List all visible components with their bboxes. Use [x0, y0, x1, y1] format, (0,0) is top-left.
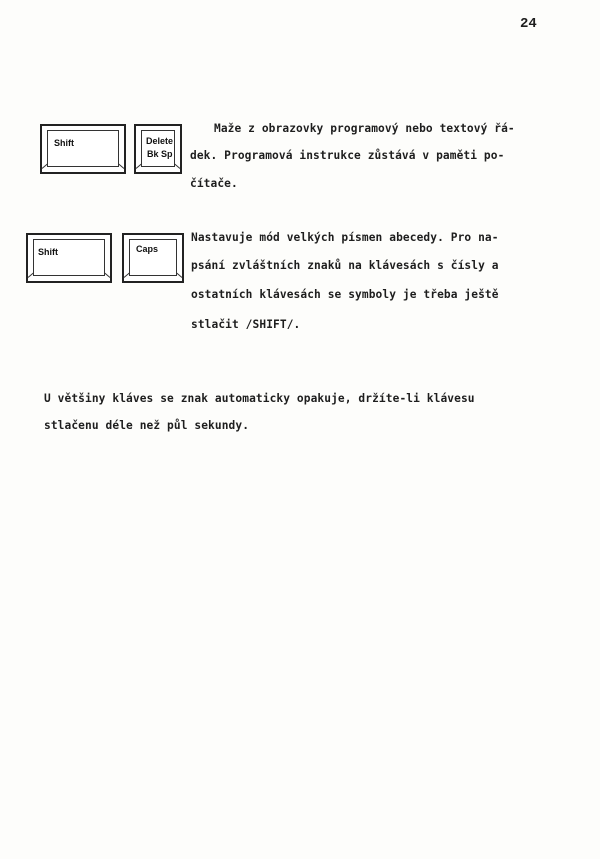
section1-line-1: Maže z obrazovky programový nebo textový řá-	[214, 122, 515, 135]
key-shift-2	[26, 233, 112, 283]
key-shift-2-label: Shift	[38, 247, 58, 257]
key-delete	[134, 124, 182, 174]
key-shift	[40, 124, 126, 174]
section2-line-1: Nastavuje mód velkých písmen abecedy. Pro na-	[191, 231, 499, 244]
key-bksp-label: Bk Sp	[147, 149, 173, 159]
key-caps	[122, 233, 184, 283]
section1-line-3: čítače.	[190, 177, 238, 190]
key-delete-label: Delete	[146, 136, 174, 146]
page-number: 24	[520, 16, 537, 32]
section2-line-4: stlačit /SHIFT/.	[191, 318, 301, 331]
section2-line-2: psání zvláštních znaků na klávesách s čísly a	[191, 259, 499, 272]
key-caps-label: Caps	[136, 244, 159, 254]
key-shift-label: Shift	[54, 138, 74, 148]
paragraph-line-1: U většiny kláves se znak automaticky opakuje, držíte-li klávesu	[44, 392, 475, 405]
paragraph-line-2: stlačenu déle než půl sekundy.	[44, 419, 250, 432]
section1-line-2: dek. Programová instrukce zůstává v paměti po-	[190, 149, 505, 162]
section2-line-3: ostatních klávesách se symboly je třeba ještě	[191, 288, 499, 301]
